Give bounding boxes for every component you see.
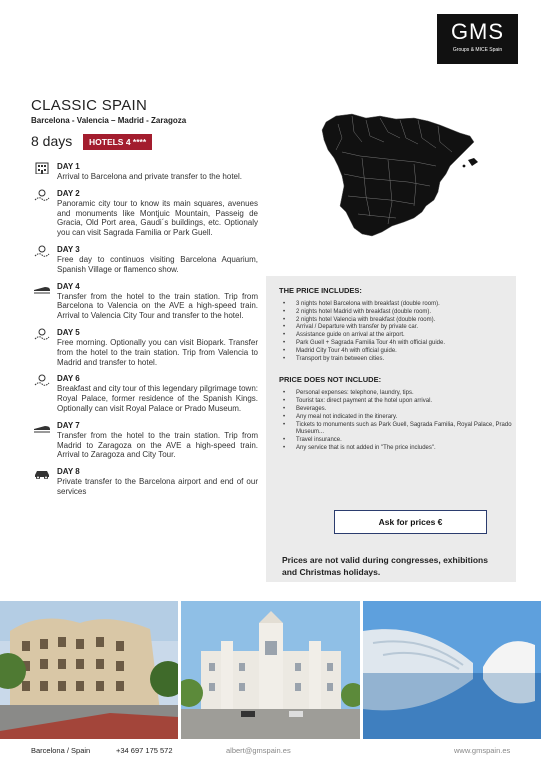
list-item: • Tickets to monuments such as Park Guell, Sagrada Familia, Royal Palace, Prado Museum...	[283, 422, 516, 438]
logo-subtitle: Groups & MICE Spain	[452, 47, 503, 53]
day-item	[31, 245, 258, 275]
list-item: • Tourist tax: direct payment at the hotel upon arrival.	[283, 398, 516, 406]
excludes-list	[283, 390, 516, 452]
day-item	[31, 328, 258, 367]
ask-for-prices-button[interactable]: Ask for prices €	[334, 510, 487, 534]
day-text: Transfer from the hotel to the train station. Trip from Barcelona to Valencia on the AVE a high-speed train. Arrival to Valencia City Tour and transfer to the hotel.	[57, 291, 258, 321]
day-title: DAY 3	[57, 244, 80, 254]
footer-website[interactable]: www.gmspain.es	[454, 746, 511, 755]
list-item: • 2 nights hotel Valencia with breakfast (double room).	[283, 317, 516, 325]
list-item: • Assistance guide on arrival at the airport.	[283, 332, 516, 340]
day-title: DAY 7	[57, 420, 80, 430]
includes-heading: THE PRICE INCLUDES:	[279, 286, 362, 295]
map-route-icon	[33, 245, 51, 257]
car-icon	[33, 467, 51, 479]
footer-phone: +34 697 175 572	[116, 746, 173, 755]
valencia-photo	[363, 601, 541, 739]
barcelona-photo	[0, 601, 178, 739]
train-icon	[33, 282, 51, 294]
hotels-badge: HOTELS 4 ****	[83, 134, 152, 150]
route-subtitle: Barcelona - Valencia – Madrid - Zaragoza	[31, 116, 187, 125]
day-item	[31, 162, 258, 182]
itinerary-list	[31, 162, 258, 504]
day-text: Private transfer to the Barcelona airport and end of our services	[57, 477, 258, 496]
day-item	[31, 282, 258, 321]
list-item: • Park Guell + Sagrada Familia Tour 4h with official guide.	[283, 340, 516, 348]
day-text: Arrival to Barcelona and private transfer to the hotel.	[57, 172, 242, 181]
day-item	[31, 467, 258, 497]
day-text: Free day to continuos visiting Barcelona Aquarium, Spanish Village or flamenco show.	[57, 254, 258, 274]
footer-email[interactable]: albert@gmspain.es	[226, 746, 291, 755]
duration-label: 8 days	[31, 133, 73, 149]
map-route-icon	[33, 328, 51, 340]
map-route-icon	[33, 189, 51, 201]
day-text: Panoramic city tour to know its main squares, avenues and monuments like Montjuic Mountain, Passeig de Gracia, Old Port area, Gaudi´s buildings, etc. Optionaly you can visit Sagrada Familia or Park Guell.	[57, 198, 258, 238]
day-title: DAY 6	[57, 374, 80, 384]
footer-location: Barcelona / Spain	[31, 746, 91, 755]
map-route-icon	[33, 374, 51, 386]
excludes-heading: PRICE DOES NOT INCLUDE:	[279, 375, 382, 385]
list-item: • Madrid City Tour 4h with official guide.	[283, 348, 516, 356]
list-item: • 2 nights hotel Madrid with breakfast (double room).	[283, 309, 516, 317]
day-item	[31, 189, 258, 238]
list-item: • Arrival / Departure with transfer by private car.	[283, 324, 516, 332]
day-text: Breakfast and city tour of this legendary pilgrimage town: Royal Palace, former residence of the Spanish Kings. Optionally can visit Royal Palace or Prado Museum.	[57, 384, 258, 413]
madrid-photo	[181, 601, 360, 739]
list-item: • 3 nights hotel Barcelona with breakfast (double room).	[283, 301, 516, 309]
train-icon	[33, 421, 51, 433]
day-title: DAY 1	[57, 162, 80, 171]
day-item	[31, 421, 258, 460]
hotel-icon	[33, 162, 51, 174]
page-title: CLASSIC SPAIN	[31, 97, 148, 114]
gms-logo	[437, 14, 518, 64]
day-text: Free morning. Optionally you can visit Biopark. Transfer from the hotel to the train station. Trip from Valencia to Madrid and transfer to hotel.	[57, 337, 258, 367]
list-item: • Transport by train between cities.	[283, 356, 516, 364]
day-title: DAY 8	[57, 467, 80, 477]
list-item: • Travel insurance.	[283, 437, 516, 445]
list-item: • Beverages.	[283, 406, 516, 414]
price-panel	[266, 276, 516, 582]
day-title: DAY 4	[57, 281, 80, 291]
list-item: • Any meal not indicated in the itinerary.	[283, 414, 516, 422]
logo-text: GMS	[450, 19, 505, 44]
day-text: Transfer from the hotel to the train station. Trip from Madrid to Zaragoza on the AVE a high-speed train. Arrival to Zaragoza and City Tour.	[57, 430, 258, 460]
validity-note: Prices are not valid during congresses, exhibitions and Christmas holidays.	[282, 555, 488, 577]
day-item	[31, 374, 258, 413]
day-title: DAY 2	[57, 188, 80, 198]
list-item: • Any service that is not added in "The price includes".	[283, 445, 516, 453]
includes-list	[283, 301, 516, 363]
day-title: DAY 5	[57, 327, 80, 337]
spain-map	[318, 108, 483, 243]
list-item: • Personal expenses: telephone, laundry, tips.	[283, 390, 516, 398]
